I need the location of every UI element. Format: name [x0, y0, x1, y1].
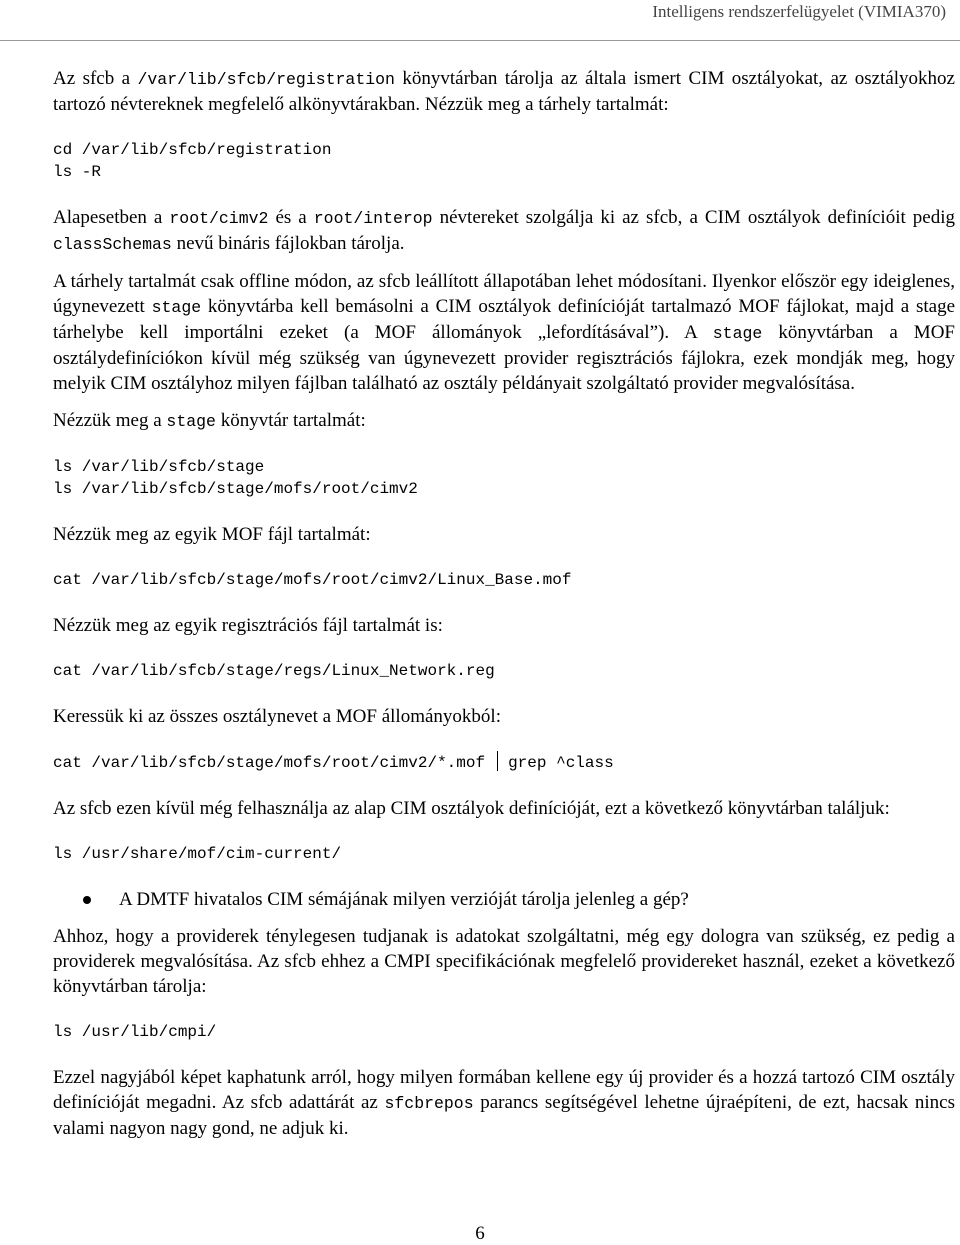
- paragraph-classnames: Keressük ki az összes osztálynevet a MOF állományokból:: [53, 706, 501, 727]
- inline-code: /var/lib/sfcb/registration: [137, 70, 395, 89]
- paragraph-namespaces: Alapesetben a root/cimv2 és a root/interop névtereket szolgálja ki az sfcb, a CIM osztályok definícióit pedig classSchemas nevű bináris fájlokban tárolja.: [53, 207, 955, 254]
- page-number: 6: [475, 1223, 485, 1244]
- paragraph-providers: Ahhoz, hogy a providerek ténylegesen tudjanak is adatokat szolgáltatni, még egy dologra van szükség, ez pedig a providerek megvalósítása. Az sfcb ehhez a CMPI specifikációnak megfelelő providereket használ, ezeket a következő könyvtárban tárolja:: [53, 926, 955, 997]
- inline-code: root/interop: [313, 209, 433, 228]
- pipe-separator: [497, 751, 498, 771]
- paragraph-reg-file: Nézzük meg az egyik regisztrációs fájl tartalmát is:: [53, 615, 443, 636]
- code-block: cat /var/lib/sfcb/stage/regs/Linux_Network.reg: [53, 662, 495, 680]
- paragraph-mof-file: Nézzük meg az egyik MOF fájl tartalmát:: [53, 524, 371, 545]
- paragraph-stage: A tárhely tartalmát csak offline módon, az sfcb leállított állapotában lehet módosítani. Ilyenkor először egy ideiglenes, úgynevezett stage könyvtárba kell bemásolni a CIM osztályok definícióját tartalmazó MOF fájlokat, majd a stage tárhelybe kell importálni ezeket (a MOF állományok „lefordításával”). A stage könyvtárban a MOF osztálydefiníciókon kívül még szükség van úgynevezett provider regisztrációs fájlokra, ezek mondják meg, hogy melyik CIM osztályhoz milyen fájlban található az osztály példányait szolgáltató provider megvalósítása.: [53, 271, 955, 394]
- list-item-text: A DMTF hivatalos CIM sémájának milyen verzióját tárolja jelenleg a gép?: [119, 889, 689, 910]
- document-body: [53, 66, 955, 1141]
- paragraph-registration: Az sfcb a /var/lib/sfcb/registration könyvtárban tárolja az általa ismert CIM osztályokat, az osztályokhoz tartozó névtereknek megfelelő alkönyvtárakban. Nézzük meg a tárhely tartalmát:: [53, 68, 955, 115]
- code-block: ls /usr/lib/cmpi/: [53, 1023, 217, 1041]
- inline-code: stage: [151, 298, 202, 317]
- inline-code: stage: [712, 324, 763, 343]
- inline-code: classSchemas: [53, 235, 172, 254]
- code-block: cat /var/lib/sfcb/stage/mofs/root/cimv2/Linux_Base.mof: [53, 571, 572, 589]
- code-block: ls /var/lib/sfcb/stage ls /var/lib/sfcb/stage/mofs/root/cimv2: [53, 458, 418, 498]
- page-header: [0, 0, 960, 41]
- code-block: cat /var/lib/sfcb/stage/mofs/root/cimv2/*.mof grep ^class: [53, 751, 955, 774]
- list-item: [53, 887, 955, 912]
- paragraph-stage-contents: Nézzük meg a stage könyvtár tartalmát:: [53, 410, 366, 431]
- paragraph-cim-current: Az sfcb ezen kívül még felhasználja az alap CIM osztályok definícióját, ezt a következő könyvtárban találjuk:: [53, 798, 890, 819]
- inline-code: sfcbrepos: [384, 1094, 474, 1113]
- inline-code: stage: [166, 412, 216, 431]
- code-block: ls /usr/share/mof/cim-current/: [53, 845, 342, 863]
- bullet-icon: [83, 896, 91, 904]
- code-block: cd /var/lib/sfcb/registration ls -R: [53, 141, 332, 181]
- inline-code: root/cimv2: [169, 209, 269, 228]
- header-title: Intelligens rendszerfelügyelet (VIMIA370): [652, 2, 946, 21]
- paragraph-summary: Ezzel nagyjából képet kaphatunk arról, hogy milyen formában kellene egy új provider és a hozzá tartozó CIM osztály definícióját megadni. Az sfcb adattárát az sfcbrepos parancs segítségével lehetne újraépíteni, de ezt, hacsak nincs valami nagyon nagy gond, ne adjuk ki.: [53, 1067, 956, 1139]
